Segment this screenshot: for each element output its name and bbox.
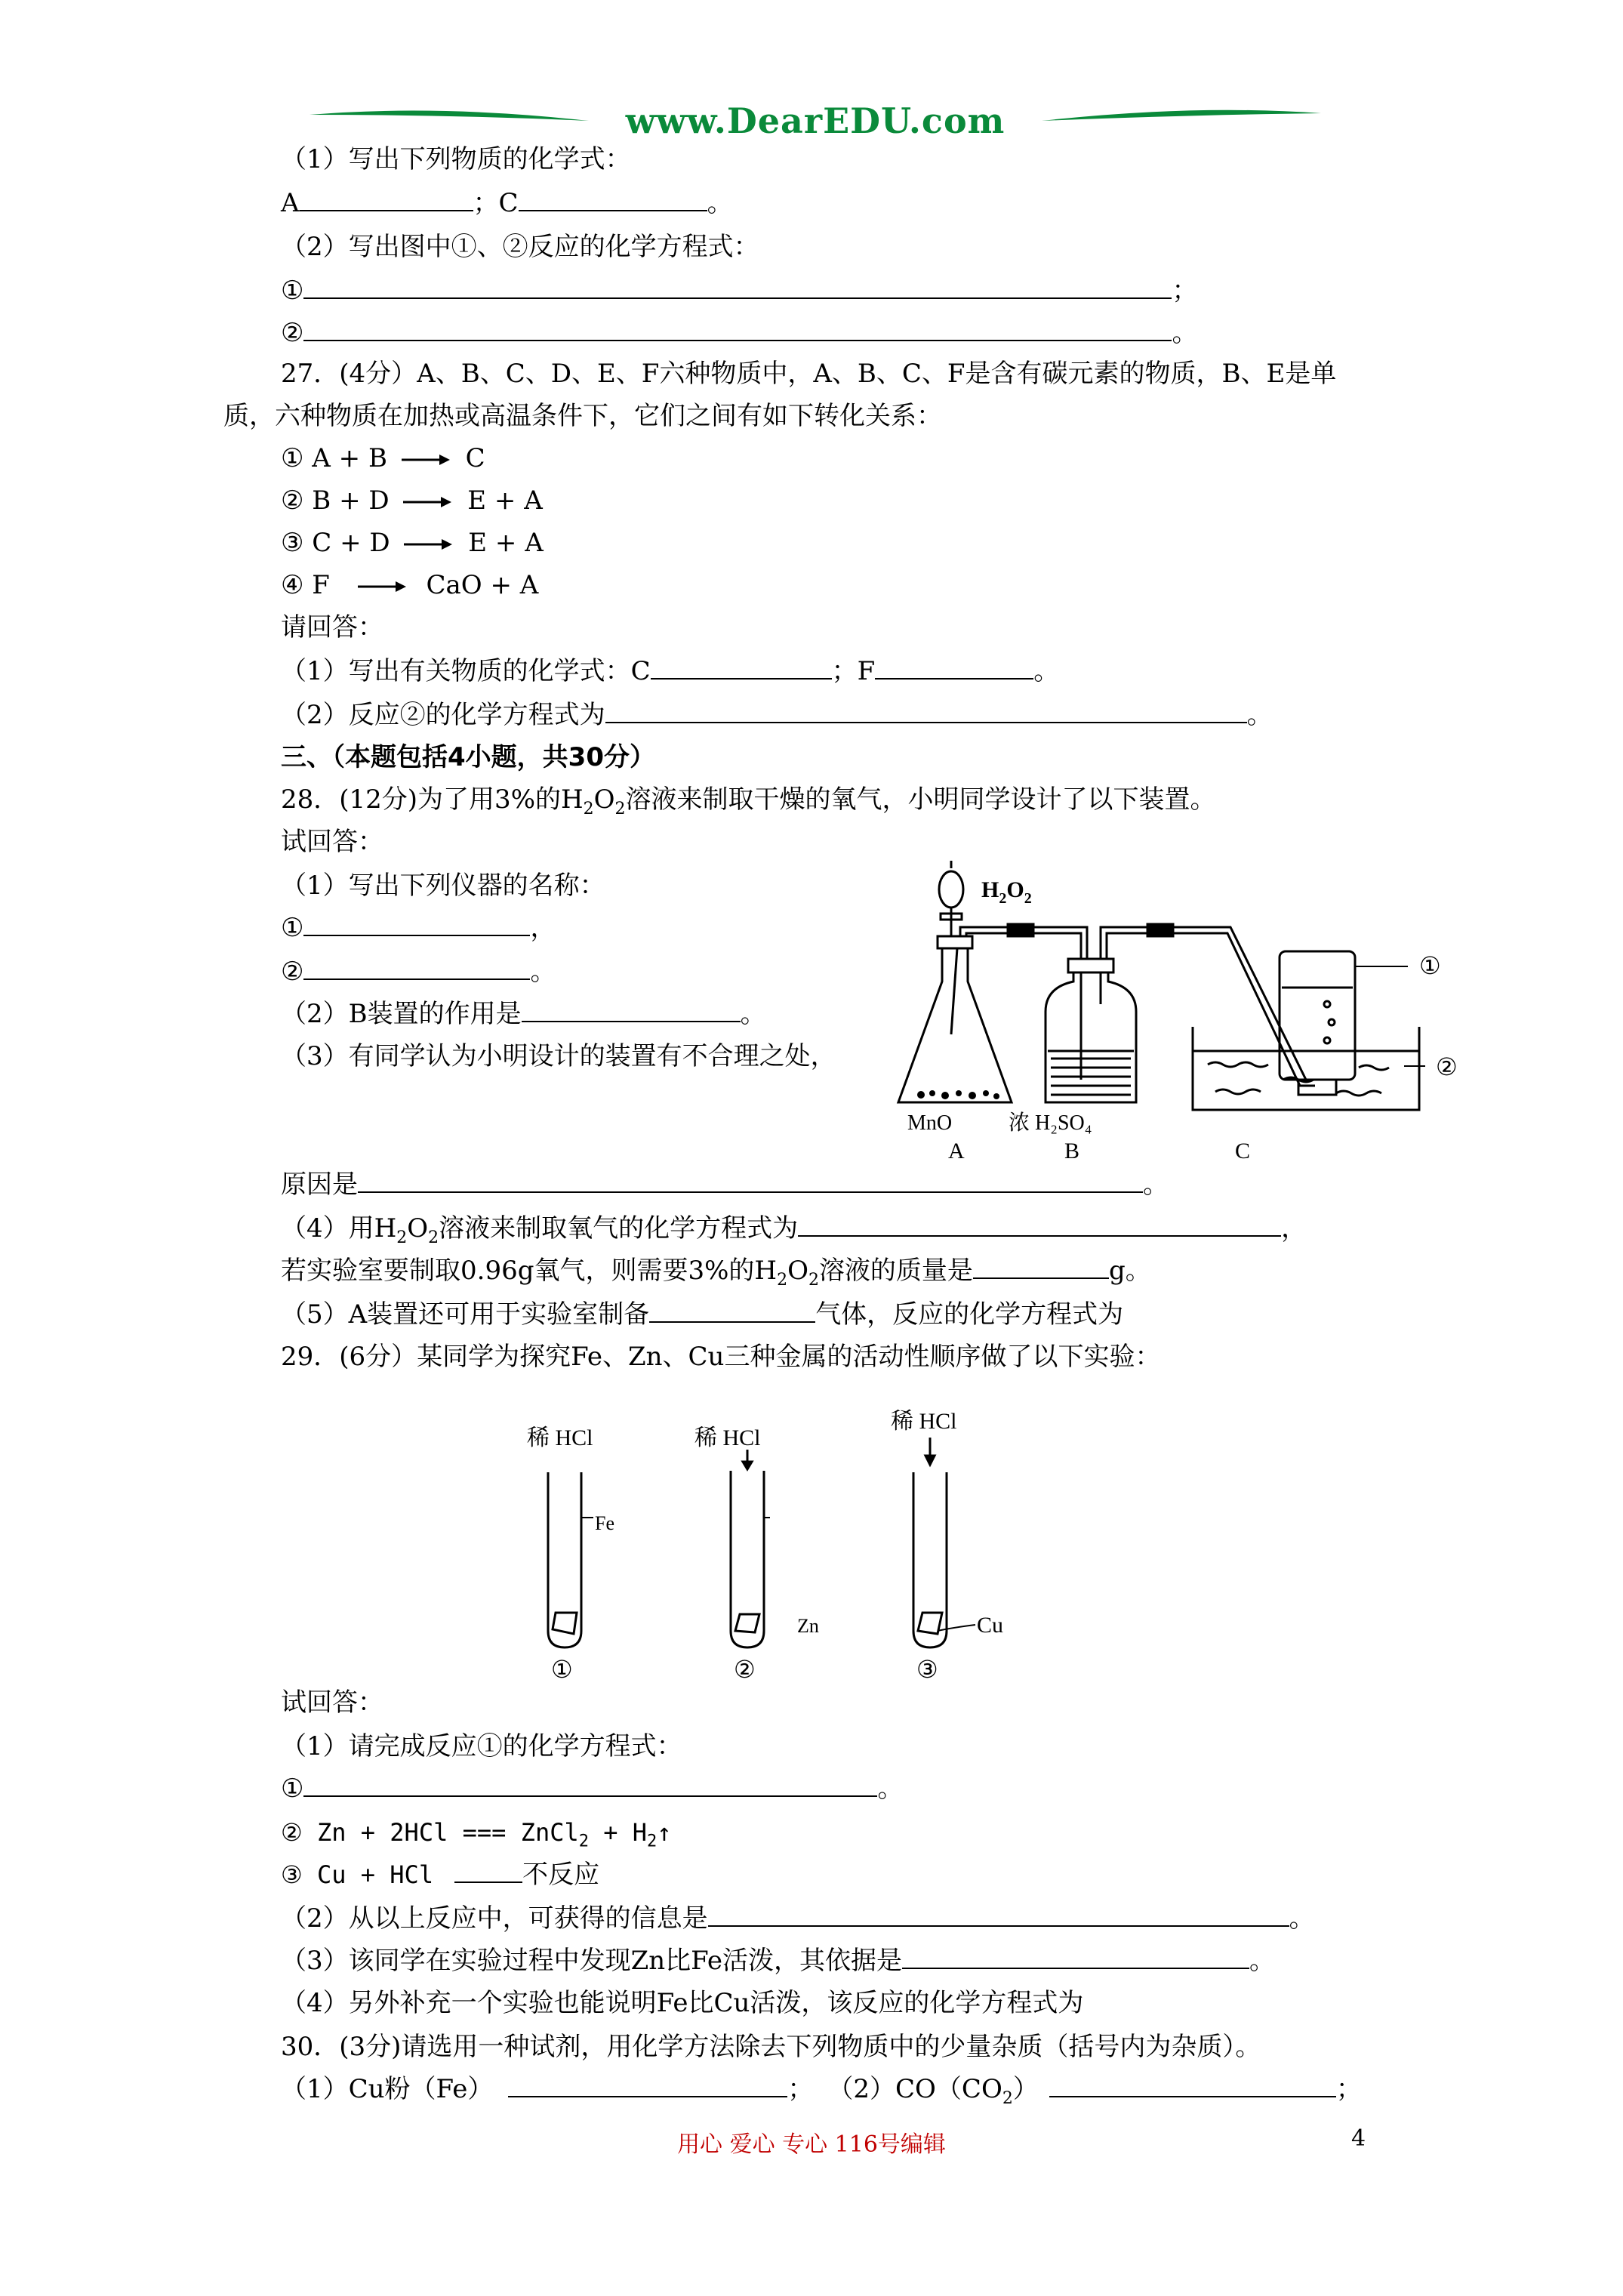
section-3-title: 三、（本题包括4小题，共30分） (281, 742, 655, 772)
answer-blank (522, 998, 741, 1022)
test-tube-2 (731, 1450, 764, 1647)
q28-sub2: （2）B装置的作用是 。 (281, 999, 766, 1029)
q29-sub2: （2）从以上反应中，可获得的信息是 。 (281, 1903, 1315, 1934)
answer-blank (708, 1903, 1289, 1927)
q30-items: （1）Cu粉（Fe） ； $(2)CO(CO_2)$ ； (281, 2074, 1362, 2108)
q28-sub3: （3）有同学认为小明设计的装置有不合理之处， (281, 1041, 836, 1071)
site-name: www.DearEDU.com (625, 100, 1006, 141)
q29-stem: 29．(6分）某同学为探究Fe、Zn、Cu三种金属的活动性顺序做了以下实验： (281, 1342, 1161, 1372)
answer-blank (519, 187, 707, 211)
test-tube-3 (913, 1438, 947, 1647)
answer-blank (649, 1299, 815, 1323)
answer-blank (358, 1169, 1143, 1193)
q28-sub4: （4）用$H_2O_2$溶液来制取氧气的化学方程式为 ， (281, 1213, 1307, 1247)
answer-blank (303, 275, 1172, 299)
acid-label-1: 稀 HCl (527, 1425, 593, 1450)
q30-stem: 30．(3分)请选用一种试剂，用化学方法除去下列物质中的少量杂质（括号内为杂质）。 (281, 2032, 1261, 2062)
answer-blank (303, 956, 530, 980)
q27-stem-line1: 27．(4分）A、B、C、D、E、F六种物质中，A、B、C、F是含有碳元素的物质，B、E是单 (281, 359, 1337, 389)
answer-blank (300, 187, 473, 211)
answer-blank (303, 912, 530, 936)
q26-sub1-answers: A ；C 。 (281, 188, 733, 218)
label-a: A (281, 188, 300, 218)
tube-number-1: ① (551, 1656, 573, 1683)
answer-blank (651, 655, 832, 680)
test-tubes-figure (513, 1404, 1057, 1691)
test-tube-1 (548, 1472, 581, 1647)
acid-label: 浓 H₂SO₄ (1009, 1111, 1092, 1135)
arrow-right-icon (403, 495, 453, 510)
wash-bottle-b (1046, 959, 1136, 1102)
q28-sub4-mass: 若实验室要制取0.96g氧气，则需要3%的$H_2O_2$溶液的质量是 g。 (281, 1256, 1151, 1290)
q29-reaction-3: ③ Cu + HCl 不反应 (281, 1860, 600, 1890)
reaction-4: ④ F CaO + A (281, 570, 539, 600)
metal-label-zn: Zn (797, 1615, 819, 1637)
mno2-label: MnO (907, 1111, 953, 1135)
arrow-right-icon (402, 452, 451, 467)
q28-sub1: （1）写出下列仪器的名称： (281, 871, 605, 901)
mno2-solid (917, 1090, 999, 1099)
reaction-2: ② B + D E + A (281, 485, 543, 516)
q29-reaction-2: ② Zn + 2HCl === ZnCl$_2$ + $H_2↑$ (281, 1818, 672, 1851)
q28-stem: 28．(12分)为了用3%的$H_2O_2$溶液来制取干燥的氧气，小明同学设计了以下装置。 (281, 784, 1216, 818)
q29-sub4: （4）另外补充一个实验也能说明Fe比Cu活泼，该反应的化学方程式为 (281, 1988, 1084, 2018)
marker-2: ② (1436, 1053, 1458, 1080)
connecting-tube-bc (1101, 924, 1315, 1086)
q26-sub2-line1: ① ； (281, 276, 1198, 306)
answer-blank (508, 2073, 787, 2097)
q29-sub3: （3）该同学在实验过程中发现Zn比Fe活泼，其依据是 。 (281, 1946, 1276, 1976)
q29-sub1-line: ① 。 (281, 1774, 904, 1804)
q28-sub3-reason: 原因是 。 (281, 1170, 1169, 1200)
q28-ask: 试回答： (281, 827, 383, 857)
answer-blank (454, 1859, 522, 1883)
q28-sub1-line1: ① ， (281, 913, 556, 943)
marker-1: ① (1419, 952, 1441, 979)
footer-text: 用心 爱心 专心 116号编辑 (677, 2131, 946, 2158)
q27-ask: 请回答： (281, 612, 383, 643)
acid-label-3: 稀 HCl (891, 1409, 957, 1434)
answer-blank (303, 317, 1172, 341)
reaction-3: ③ C + D E + A (281, 528, 544, 558)
tube-number-2: ② (734, 1656, 756, 1683)
page-number: 4 (1351, 2125, 1366, 2152)
label-b: B (1064, 1139, 1080, 1163)
answer-blank (303, 1773, 877, 1797)
metal-label-fe: Fe (595, 1512, 614, 1534)
apparatus-figure (876, 853, 1495, 1170)
q26-sub1: （1）写出下列物质的化学式： (281, 144, 631, 174)
label-c: C (1235, 1139, 1251, 1163)
q29-ask: 试回答： (281, 1687, 383, 1718)
q26-sub2-line2: ② 。 (281, 318, 1198, 348)
q27-sub1: （1）写出有关物质的化学式：C ；F 。 (281, 656, 1060, 686)
q27-stem-line2: 质，六种物质在加热或高温条件下，它们之间有如下转化关系： (223, 401, 942, 431)
q26-sub2: （2）写出图中①、②反应的化学方程式： (281, 232, 759, 262)
h2o2-label: $H_2O_2$ (981, 877, 1032, 907)
answer-blank (902, 1945, 1249, 1969)
tube-number-3: ③ (916, 1656, 938, 1683)
answer-blank (875, 655, 1033, 680)
acid-label-2: 稀 HCl (694, 1425, 761, 1450)
connecting-tube-ab (960, 924, 1087, 959)
label-c: ；C (473, 188, 519, 218)
reaction-1: ① A + B C (281, 443, 485, 473)
q29-sub1: （1）请完成反应①的化学方程式： (281, 1731, 682, 1761)
answer-blank (605, 699, 1247, 723)
answer-blank (1049, 2073, 1336, 2097)
header-banner (302, 98, 1329, 143)
answer-blank (973, 1255, 1109, 1279)
metal-label-cu: Cu (977, 1613, 1004, 1638)
label-a: A (948, 1139, 965, 1163)
q28-sub1-line2: ② 。 (281, 957, 556, 987)
q28-sub5: （5）A装置还可用于实验室制备 气体，反应的化学方程式为 (281, 1299, 1124, 1330)
q27-sub2: （2）反应②的化学方程式为 。 (281, 700, 1273, 730)
answer-blank (798, 1213, 1281, 1237)
separatory-funnel (939, 861, 963, 936)
conical-flask-a (898, 936, 1012, 1102)
arrow-right-icon (404, 537, 454, 552)
arrow-right-icon (358, 579, 408, 594)
